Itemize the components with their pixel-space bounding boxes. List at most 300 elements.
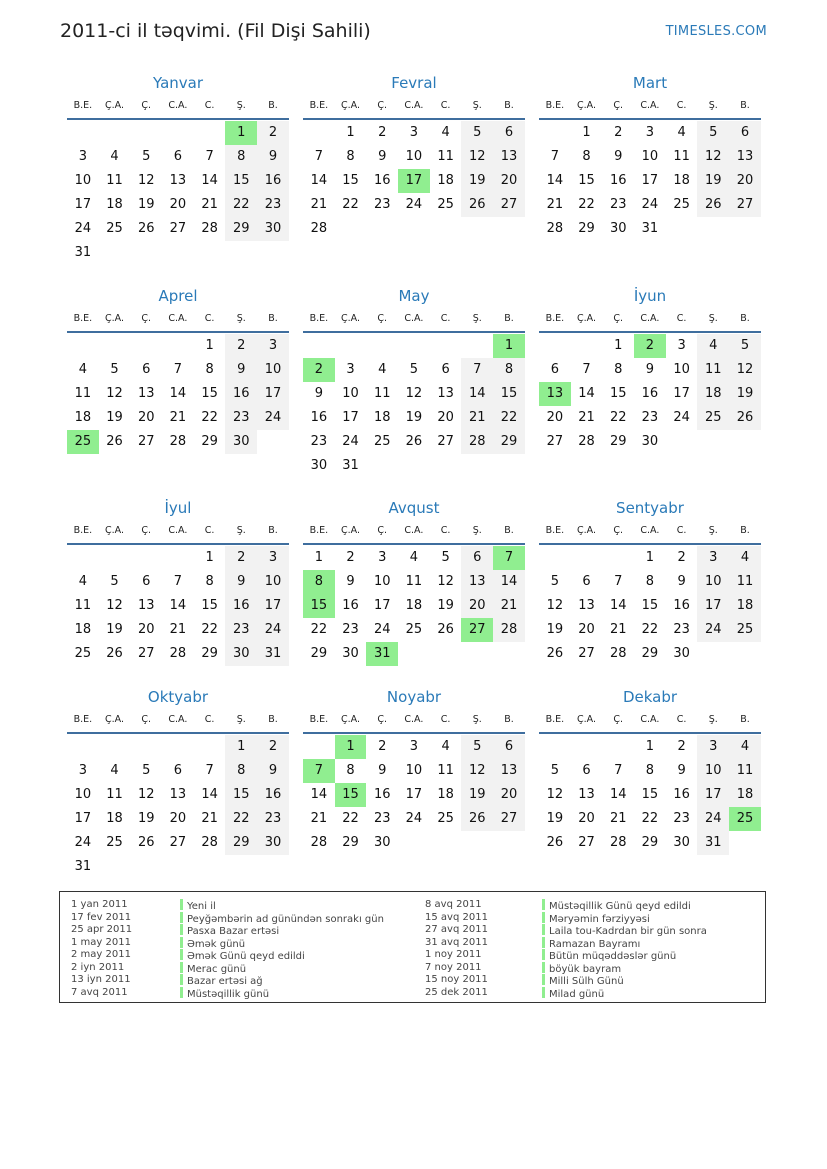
holiday-color-marker xyxy=(180,974,183,985)
empty-cell xyxy=(461,642,493,666)
legend-name-text: Bütün müqəddəslər günü xyxy=(549,951,677,962)
day-cell: 22 xyxy=(609,410,627,425)
day-cell: 15 xyxy=(225,783,257,807)
day-cell: 1 xyxy=(225,121,257,145)
day-cell: 23 xyxy=(225,618,257,642)
legend-left-dates xyxy=(71,899,132,999)
day-cell: 28 xyxy=(578,434,595,449)
empty-cell xyxy=(335,334,367,358)
day-cell: 28 xyxy=(201,835,218,850)
day-cell: 27 xyxy=(493,807,525,831)
legend-name-text: Peyğəmbərin ad günündən sonrakı gün xyxy=(187,913,384,925)
day-cell: 21 xyxy=(546,197,564,212)
day-cell: 21 xyxy=(609,622,627,637)
legend-name-text: Əmək Günü qeyd edildi xyxy=(187,951,305,962)
day-cell: 1 xyxy=(205,338,214,353)
weekday-label: C. xyxy=(204,714,215,725)
day-cell: 24 xyxy=(697,807,729,831)
day-cell: 20 xyxy=(546,410,564,425)
day-cell: 11 xyxy=(673,149,690,164)
day-cell: 5 xyxy=(550,574,559,589)
empty-cell xyxy=(162,546,194,570)
day-cell: 1 xyxy=(335,735,367,759)
day-cell: 25 xyxy=(405,622,423,637)
day-cell: 17 xyxy=(398,169,430,193)
day-cell: 29 xyxy=(201,434,218,449)
holiday-color-marker xyxy=(180,937,183,948)
day-cell: 10 xyxy=(257,358,289,382)
day-cell: 19 xyxy=(137,811,155,826)
legend-name-text: Laila tou-Kadrdan bir gün sonra xyxy=(549,926,707,937)
day-cell: 27 xyxy=(137,434,155,449)
day-cell: 27 xyxy=(169,835,187,850)
day-cell: 19 xyxy=(461,783,493,807)
day-cell: 14 xyxy=(169,598,187,613)
day-cell: 11 xyxy=(405,574,423,589)
weekday-header xyxy=(67,94,289,120)
day-cell: 19 xyxy=(546,811,564,826)
day-cell: 7 xyxy=(205,149,214,164)
day-cell: 23 xyxy=(257,807,289,831)
day-cell: 1 xyxy=(645,550,655,565)
day-cell: 22 xyxy=(493,406,525,430)
day-cell: 29 xyxy=(225,831,257,855)
legend-date: 13 iyn 2011 xyxy=(71,974,131,985)
legend-name-text: böyük bayram xyxy=(549,963,622,975)
day-cell: 2 xyxy=(677,550,686,565)
legend-holiday-name xyxy=(542,912,707,925)
weekday-label: C. xyxy=(440,714,451,725)
weekday-label: B.E. xyxy=(73,714,93,725)
day-cell: 7 xyxy=(173,574,183,589)
weekday-label: Ç.A. xyxy=(577,714,597,725)
day-cell: 8 xyxy=(582,149,591,164)
empty-cell xyxy=(461,831,493,855)
day-cell: 26 xyxy=(697,193,729,217)
day-cell: 18 xyxy=(74,410,92,425)
day-cell: 5 xyxy=(461,735,493,759)
day-cell: 8 xyxy=(205,574,214,589)
day-cell: 13 xyxy=(437,386,454,401)
day-cell: 30 xyxy=(609,221,627,236)
empty-cell xyxy=(130,241,162,265)
day-cell: 25 xyxy=(74,646,92,661)
day-cell: 19 xyxy=(106,410,123,425)
day-cell: 8 xyxy=(225,145,257,169)
day-cell: 22 xyxy=(641,622,659,637)
day-cell: 24 xyxy=(74,835,92,850)
weekday-label: Ç. xyxy=(141,100,152,111)
day-cell: 27 xyxy=(578,646,595,661)
empty-cell xyxy=(67,735,99,759)
day-cell: 11 xyxy=(373,386,391,401)
day-cell: 11 xyxy=(106,173,123,188)
day-cell: 3 xyxy=(378,550,387,565)
day-cell: 13 xyxy=(578,787,595,802)
weekday-header xyxy=(303,519,525,545)
day-cell: 17 xyxy=(342,410,359,425)
day-cell: 20 xyxy=(729,169,761,193)
weekday-label: B. xyxy=(740,714,750,725)
holiday-color-marker xyxy=(180,962,183,973)
day-cell: 19 xyxy=(461,169,493,193)
day-cell: 1 xyxy=(645,739,655,754)
legend-date: 25 apr 2011 xyxy=(71,924,133,935)
day-cell: 14 xyxy=(546,173,564,188)
day-cell: 19 xyxy=(546,622,564,637)
empty-cell xyxy=(99,241,131,265)
empty-cell xyxy=(461,217,493,241)
day-cell: 20 xyxy=(461,594,493,618)
month-name: Yanvar xyxy=(152,74,204,92)
day-cell: 16 xyxy=(641,386,659,401)
legend-date: 1 noy 2011 xyxy=(425,949,482,960)
day-cell: 7 xyxy=(173,362,183,377)
weekday-label: Ç. xyxy=(377,313,388,324)
weekday-label: B. xyxy=(504,525,514,536)
weekday-label: Ç. xyxy=(141,525,152,536)
weekday-label: B.E. xyxy=(309,525,329,536)
day-cell: 10 xyxy=(641,149,659,164)
day-cell: 15 xyxy=(493,382,525,406)
day-cell: 8 xyxy=(645,574,655,589)
day-cell: 15 xyxy=(201,598,218,613)
day-cell: 21 xyxy=(310,811,328,826)
weekday-label: C.A. xyxy=(640,313,660,324)
day-cell: 28 xyxy=(310,221,328,236)
day-cell: 16 xyxy=(257,783,289,807)
day-cell: 6 xyxy=(729,121,761,145)
month-name: Aprel xyxy=(158,287,198,305)
month-block xyxy=(539,72,761,241)
day-cell: 18 xyxy=(437,173,454,188)
day-cell: 8 xyxy=(493,358,525,382)
day-cell: 30 xyxy=(225,430,257,454)
day-cell: 5 xyxy=(697,121,729,145)
day-cell: 5 xyxy=(110,362,119,377)
day-cell: 29 xyxy=(609,434,627,449)
empty-cell xyxy=(539,334,571,358)
weekday-label: Ç.A. xyxy=(577,313,597,324)
day-cell: 3 xyxy=(677,338,686,353)
day-cell: 10 xyxy=(74,173,92,188)
legend-date: 7 avq 2011 xyxy=(71,986,128,998)
weekday-label: B. xyxy=(268,525,278,536)
day-cell: 24 xyxy=(641,197,659,212)
legend-holiday-name xyxy=(180,899,384,912)
weekday-label: C. xyxy=(440,100,451,111)
empty-cell xyxy=(162,334,194,358)
day-cell: 9 xyxy=(378,763,387,778)
day-cell: 16 xyxy=(373,173,391,188)
day-cell: 7 xyxy=(303,759,335,783)
day-cell: 26 xyxy=(106,646,123,661)
day-cell: 20 xyxy=(493,783,525,807)
weekday-label: B.E. xyxy=(545,313,565,324)
weekday-label: Ş. xyxy=(708,313,718,324)
day-cell: 8 xyxy=(614,362,623,377)
month-name: Dekabr xyxy=(622,688,678,706)
day-cell: 20 xyxy=(169,197,187,212)
day-cell: 22 xyxy=(578,197,595,212)
day-cell: 20 xyxy=(137,622,155,637)
weekday-label: Ç. xyxy=(141,313,152,324)
day-cell: 13 xyxy=(169,173,187,188)
day-cell: 3 xyxy=(257,334,289,358)
day-cell: 8 xyxy=(346,763,355,778)
empty-cell xyxy=(194,855,226,879)
weekday-label: Ç. xyxy=(377,714,388,725)
day-cell: 2 xyxy=(378,739,387,754)
day-cell: 20 xyxy=(493,169,525,193)
day-cell: 11 xyxy=(697,358,729,382)
day-cell: 2 xyxy=(257,735,289,759)
day-cell: 23 xyxy=(373,197,391,212)
holiday-color-marker xyxy=(180,987,183,998)
day-cell: 21 xyxy=(493,594,525,618)
empty-cell xyxy=(493,642,525,666)
weekday-label: Ç. xyxy=(377,525,388,536)
weekday-label: C.A. xyxy=(168,313,188,324)
day-cell: 10 xyxy=(342,386,359,401)
day-grid xyxy=(67,734,289,879)
day-cell: 2 xyxy=(677,739,686,754)
day-cell: 15 xyxy=(335,783,367,807)
holiday-color-marker xyxy=(542,949,545,960)
weekday-label: B.E. xyxy=(73,525,93,536)
day-cell: 16 xyxy=(342,598,359,613)
site-link[interactable]: TIMESLES.COM xyxy=(665,24,767,39)
day-cell: 4 xyxy=(677,125,686,140)
month-name: Oktyabr xyxy=(147,688,209,706)
day-cell: 21 xyxy=(169,410,187,425)
day-cell: 13 xyxy=(493,759,525,783)
empty-cell xyxy=(162,241,194,265)
empty-cell xyxy=(130,334,162,358)
day-cell: 29 xyxy=(641,835,659,850)
day-cell: 12 xyxy=(697,145,729,169)
empty-cell xyxy=(398,334,430,358)
day-cell: 2 xyxy=(225,546,257,570)
empty-cell xyxy=(430,454,462,478)
day-grid xyxy=(303,545,525,666)
day-cell: 9 xyxy=(225,358,257,382)
day-cell: 18 xyxy=(106,197,123,212)
day-cell: 31 xyxy=(74,245,92,260)
legend-holiday-name xyxy=(542,974,707,987)
day-cell: 29 xyxy=(310,646,328,661)
legend-date: 2 iyn 2011 xyxy=(71,961,125,973)
weekday-label: Ç. xyxy=(613,100,624,111)
weekday-label: Ş. xyxy=(708,525,718,536)
empty-cell xyxy=(539,121,571,145)
day-cell: 30 xyxy=(373,835,391,850)
weekday-label: B.E. xyxy=(545,714,565,725)
day-cell: 25 xyxy=(437,197,454,212)
day-cell: 22 xyxy=(201,622,218,637)
day-cell: 31 xyxy=(257,642,289,666)
day-cell: 27 xyxy=(169,221,187,236)
empty-cell xyxy=(225,855,257,879)
weekday-label: Ç. xyxy=(613,313,624,324)
day-cell: 4 xyxy=(110,763,119,778)
day-cell: 11 xyxy=(437,149,454,164)
day-cell: 12 xyxy=(405,386,423,401)
day-cell: 3 xyxy=(409,125,419,140)
day-cell: 26 xyxy=(137,221,155,236)
empty-cell xyxy=(366,334,398,358)
day-cell: 30 xyxy=(342,646,359,661)
day-cell: 26 xyxy=(729,406,761,430)
day-cell: 19 xyxy=(697,169,729,193)
day-cell: 30 xyxy=(641,434,659,449)
empty-cell xyxy=(729,217,761,241)
empty-cell xyxy=(430,831,462,855)
day-cell: 7 xyxy=(205,763,214,778)
month-name: İyul xyxy=(164,499,192,517)
day-cell: 4 xyxy=(729,546,761,570)
day-cell: 11 xyxy=(729,570,761,594)
weekday-label: Ç.A. xyxy=(341,100,361,111)
empty-cell xyxy=(571,334,603,358)
day-cell: 16 xyxy=(373,787,391,802)
empty-cell xyxy=(697,642,729,666)
day-cell: 24 xyxy=(405,197,423,212)
legend-holiday-name xyxy=(180,974,384,987)
weekday-label: C.A. xyxy=(168,100,188,111)
day-cell: 5 xyxy=(409,362,419,377)
month-name: İyun xyxy=(633,287,667,305)
weekday-label: B.E. xyxy=(545,100,565,111)
weekday-label: C.A. xyxy=(404,313,424,324)
day-cell: 29 xyxy=(342,835,359,850)
day-cell: 12 xyxy=(461,145,493,169)
day-cell: 10 xyxy=(697,759,729,783)
day-cell: 26 xyxy=(461,807,493,831)
empty-cell xyxy=(398,642,430,666)
legend-right-names xyxy=(542,899,707,999)
day-cell: 1 xyxy=(582,125,591,140)
day-cell: 17 xyxy=(257,594,289,618)
day-cell: 20 xyxy=(169,811,187,826)
empty-cell xyxy=(130,121,162,145)
day-cell: 24 xyxy=(74,221,92,236)
day-cell: 14 xyxy=(461,382,493,406)
day-cell: 25 xyxy=(729,618,761,642)
day-cell: 6 xyxy=(142,574,151,589)
weekday-label: C. xyxy=(676,525,687,536)
day-cell: 23 xyxy=(673,622,690,637)
day-cell: 18 xyxy=(697,382,729,406)
holiday-color-marker xyxy=(180,949,183,960)
legend-name-text: Əmək günü xyxy=(187,938,246,950)
empty-cell xyxy=(257,241,289,265)
weekday-label: Ç. xyxy=(613,525,624,536)
day-cell: 12 xyxy=(137,787,155,802)
month-block xyxy=(67,285,289,454)
day-cell: 21 xyxy=(461,406,493,430)
day-grid xyxy=(539,734,761,855)
day-cell: 27 xyxy=(578,835,595,850)
day-cell: 15 xyxy=(578,173,595,188)
day-cell: 1 xyxy=(346,125,355,140)
day-cell: 9 xyxy=(314,386,323,401)
day-cell: 3 xyxy=(257,546,289,570)
weekday-label: Ş. xyxy=(472,313,482,324)
day-cell: 26 xyxy=(546,835,564,850)
day-cell: 17 xyxy=(641,173,659,188)
day-cell: 4 xyxy=(78,362,87,377)
day-cell: 26 xyxy=(437,622,454,637)
empty-cell xyxy=(194,121,226,145)
weekday-label: C.A. xyxy=(640,100,660,111)
day-cell: 21 xyxy=(201,811,218,826)
empty-cell xyxy=(461,334,493,358)
day-cell: 25 xyxy=(373,434,391,449)
day-cell: 31 xyxy=(366,642,398,666)
day-cell: 13 xyxy=(578,598,595,613)
day-cell: 14 xyxy=(310,173,328,188)
day-cell: 24 xyxy=(405,811,423,826)
weekday-label: C. xyxy=(204,313,215,324)
day-cell: 5 xyxy=(729,334,761,358)
day-cell: 17 xyxy=(74,811,92,826)
day-cell: 14 xyxy=(201,787,218,802)
day-cell: 4 xyxy=(378,362,387,377)
empty-cell xyxy=(430,334,462,358)
day-cell: 16 xyxy=(310,410,328,425)
legend-holiday-name xyxy=(180,912,384,925)
legend-holiday-name xyxy=(180,962,384,975)
empty-cell xyxy=(493,831,525,855)
day-cell: 17 xyxy=(673,386,690,401)
day-cell: 9 xyxy=(257,759,289,783)
weekday-label: Ç.A. xyxy=(341,525,361,536)
day-cell: 17 xyxy=(405,787,423,802)
month-name: Mart xyxy=(632,74,668,92)
day-cell: 5 xyxy=(110,574,119,589)
day-cell: 23 xyxy=(342,622,359,637)
weekday-label: C. xyxy=(204,100,215,111)
weekday-label: Ç. xyxy=(613,714,624,725)
empty-cell xyxy=(666,217,698,241)
day-cell: 9 xyxy=(257,145,289,169)
day-cell: 24 xyxy=(373,622,391,637)
holiday-color-marker xyxy=(180,912,183,923)
day-cell: 22 xyxy=(310,622,328,637)
empty-cell xyxy=(366,217,398,241)
day-cell: 14 xyxy=(169,386,187,401)
day-cell: 7 xyxy=(582,362,591,377)
day-cell: 8 xyxy=(645,763,655,778)
day-cell: 7 xyxy=(614,763,623,778)
day-cell: 9 xyxy=(614,149,623,164)
day-cell: 24 xyxy=(342,434,359,449)
month-name: Fevral xyxy=(391,74,437,92)
day-cell: 24 xyxy=(257,406,289,430)
day-cell: 29 xyxy=(578,221,595,236)
legend-date: 25 dek 2011 xyxy=(425,986,488,998)
day-cell: 29 xyxy=(641,646,659,661)
day-cell: 1 xyxy=(493,334,525,358)
day-cell: 4 xyxy=(110,149,119,164)
holiday-color-marker xyxy=(542,924,545,935)
weekday-label: Ş. xyxy=(708,714,718,725)
legend-date: 17 fev 2011 xyxy=(71,911,132,923)
day-cell: 10 xyxy=(373,574,391,589)
day-cell: 8 xyxy=(225,759,257,783)
day-cell: 9 xyxy=(225,570,257,594)
